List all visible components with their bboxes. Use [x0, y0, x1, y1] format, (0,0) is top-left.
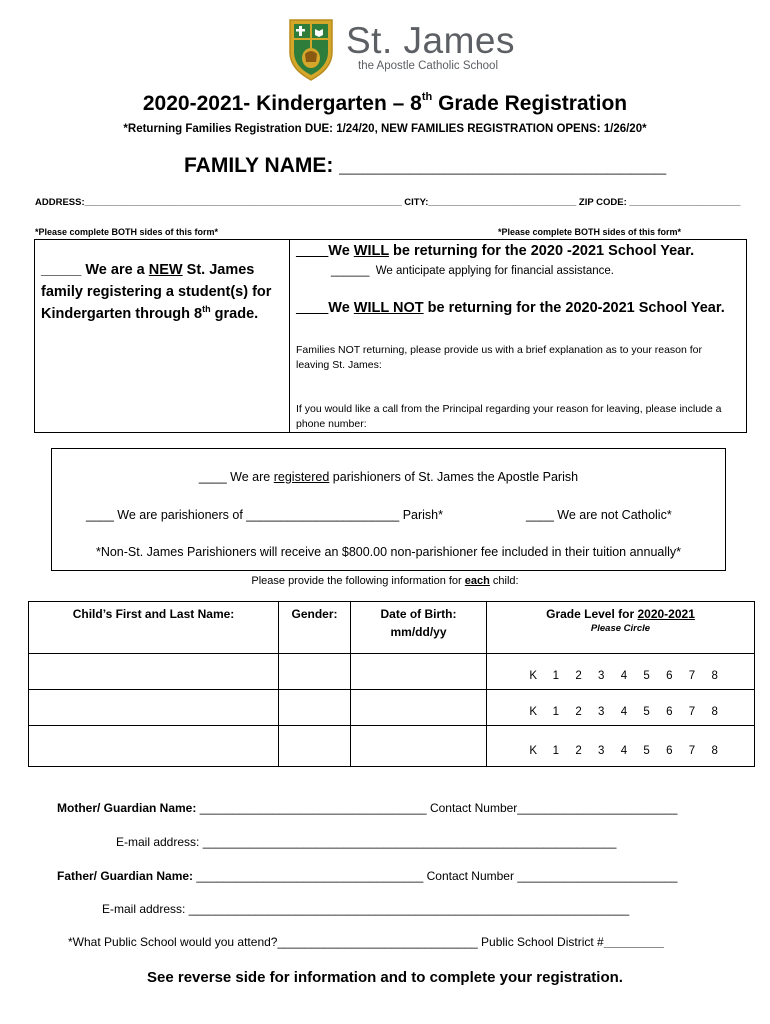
mother-email-field[interactable]: E-mail address: ______________________________________________________________	[116, 835, 617, 849]
header-child-name: Child’s First and Last Name:	[29, 602, 279, 654]
school-name: St. James	[346, 20, 515, 61]
table-row	[29, 726, 755, 767]
grade-cell[interactable]	[487, 726, 755, 767]
dob-cell[interactable]	[351, 726, 487, 767]
other-parish-option[interactable]: ____ We are parishioners of ______________________ Parish*	[86, 508, 443, 522]
principal-call-prompt: If you would like a call from the Principal regarding your reason for leaving, please include a phone number:	[296, 403, 722, 430]
financial-aid-option[interactable]: ______ We anticipate applying for financial assistance.	[331, 265, 614, 277]
child-name-cell[interactable]	[29, 690, 279, 726]
registered-parishioner-option[interactable]: ____ We are registered parishioners of St. James the Apostle Parish	[198, 470, 579, 484]
table-row	[29, 690, 755, 726]
dob-cell[interactable]	[351, 654, 487, 690]
complete-both-sides-note: *Please complete BOTH sides of this form*	[498, 227, 682, 237]
gender-cell[interactable]	[279, 654, 351, 690]
address-city-zip-field[interactable]: ADDRESS:____________________________________________________________ CITY:____________________________ ZIP CODE: _____________________	[35, 197, 741, 208]
see-reverse-note: See reverse side for information and to complete your registration.	[147, 969, 623, 986]
dob-cell[interactable]	[351, 690, 487, 726]
provide-info-instruction: Please provide the following information for each child:	[251, 575, 519, 587]
gender-cell[interactable]	[279, 726, 351, 767]
complete-both-sides-note: *Please complete BOTH sides of this form*	[35, 227, 219, 237]
gender-cell[interactable]	[279, 690, 351, 726]
leaving-explanation-prompt: Families NOT returning, please provide us with a brief explanation as to your reason for leaving St. James:	[296, 344, 703, 371]
public-school-field[interactable]: *What Public School would you attend?______________________________ Public School District #_________	[68, 935, 664, 949]
header-date-of-birth: Date of Birth: mm/dd/yy	[351, 602, 487, 654]
registration-dates: *Returning Families Registration DUE: 1/24/20, NEW FAMILIES REGISTRATION OPENS: 1/26/20*	[123, 123, 647, 135]
new-family-option[interactable]: _____ We are a NEW St. James family registering a student(s) for Kindergarten through 8th grade.	[41, 262, 272, 322]
father-email-field[interactable]: E-mail address: __________________________________________________________________	[102, 902, 630, 916]
table-header-row	[29, 602, 755, 654]
child-name-cell[interactable]	[29, 654, 279, 690]
grade-cell[interactable]	[487, 654, 755, 690]
status-box-divider	[289, 239, 290, 433]
mother-guardian-field[interactable]: Mother/ Guardian Name: __________________________________ Contact Number________________________	[57, 801, 678, 815]
grade-cell[interactable]	[487, 690, 755, 726]
father-guardian-field[interactable]: Father/ Guardian Name: __________________________________ Contact Number ________________________	[57, 869, 678, 883]
form-title: 2020-2021- Kindergarten – 8th Grade Registration	[142, 91, 628, 115]
grade-options: K 1 2 3 4 5 6 7 8	[529, 706, 718, 718]
child-info-table	[28, 601, 755, 767]
header-gender: Gender:	[279, 602, 351, 654]
grade-options: K 1 2 3 4 5 6 7 8	[529, 745, 718, 757]
not-catholic-option[interactable]: ____ We are not Catholic*	[526, 508, 672, 522]
child-name-cell[interactable]	[29, 726, 279, 767]
table-row	[29, 654, 755, 690]
school-crest-logo	[288, 18, 334, 82]
will-not-return-option[interactable]: ____We WILL NOT be returning for the 2020-2021 School Year.	[296, 300, 725, 316]
non-parishioner-fee-note: *Non-St. James Parishioners will receive an $800.00 non-parishioner fee included in their tuition annually*	[95, 545, 682, 559]
family-name-field[interactable]: FAMILY NAME: ____________________________	[184, 154, 667, 177]
header-grade-level: Grade Level for 2020-2021 Please Circle	[487, 602, 755, 654]
school-subtitle: the Apostle Catholic School	[358, 60, 499, 72]
grade-options: K 1 2 3 4 5 6 7 8	[529, 670, 718, 682]
will-return-option[interactable]: ____We WILL be returning for the 2020 -2021 School Year.	[296, 243, 695, 259]
